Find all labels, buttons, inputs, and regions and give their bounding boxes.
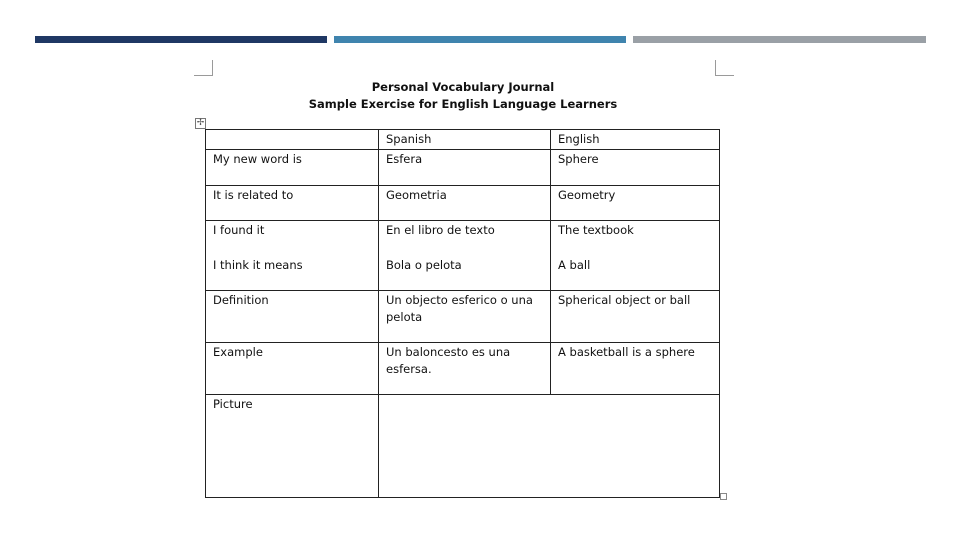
accent-bar-navy	[35, 36, 327, 43]
document-subtitle: Sample Exercise for English Language Learners	[308, 97, 618, 111]
english-cell[interactable]	[551, 221, 720, 291]
accent-bar-blue	[334, 36, 626, 43]
table-row	[206, 395, 720, 498]
spanish-cell[interactable]: Esfera	[379, 150, 551, 186]
english-line2: A ball	[558, 258, 591, 272]
table-resize-handle-icon[interactable]	[720, 493, 727, 500]
table-row	[206, 150, 720, 186]
row-label[interactable]: Definition	[206, 291, 379, 343]
row-label[interactable]	[206, 221, 379, 291]
vocabulary-table	[205, 129, 720, 498]
row-label[interactable]: Picture	[206, 395, 379, 498]
spanish-cell[interactable]: Geometria	[379, 186, 551, 221]
english-cell[interactable]: Geometry	[551, 186, 720, 221]
table-row	[206, 221, 720, 291]
table-move-handle-icon[interactable]: ✢	[196, 118, 205, 128]
table-row	[206, 186, 720, 221]
header-cell-blank[interactable]	[206, 130, 379, 150]
document-title: Personal Vocabulary Journal	[371, 80, 555, 94]
crop-mark-left	[194, 60, 213, 76]
spanish-line1: En el libro de texto	[386, 223, 495, 237]
picture-cell[interactable]	[379, 395, 720, 498]
row-label[interactable]: My new word is	[206, 150, 379, 186]
spanish-cell[interactable]: Un objecto esferico o una pelota	[379, 291, 551, 343]
header-cell-english[interactable]: English	[551, 130, 720, 150]
spanish-line2: Bola o pelota	[386, 258, 462, 272]
row-label[interactable]: Example	[206, 343, 379, 395]
table-row	[206, 291, 720, 343]
spanish-cell[interactable]: Un baloncesto es una esfersa.	[379, 343, 551, 395]
row-label[interactable]: It is related to	[206, 186, 379, 221]
english-cell[interactable]: Spherical object or ball	[551, 291, 720, 343]
english-cell[interactable]: A basketball is a sphere	[551, 343, 720, 395]
english-line1: The textbook	[558, 223, 634, 237]
spanish-cell[interactable]	[379, 221, 551, 291]
table-header-row	[206, 130, 720, 150]
header-cell-spanish[interactable]: Spanish	[379, 130, 551, 150]
row-label-line2: I think it means	[213, 258, 303, 272]
crop-mark-right	[715, 60, 734, 76]
accent-bar-gray	[633, 36, 926, 43]
table-row	[206, 343, 720, 395]
english-cell[interactable]: Sphere	[551, 150, 720, 186]
row-label-line1: I found it	[213, 223, 265, 237]
